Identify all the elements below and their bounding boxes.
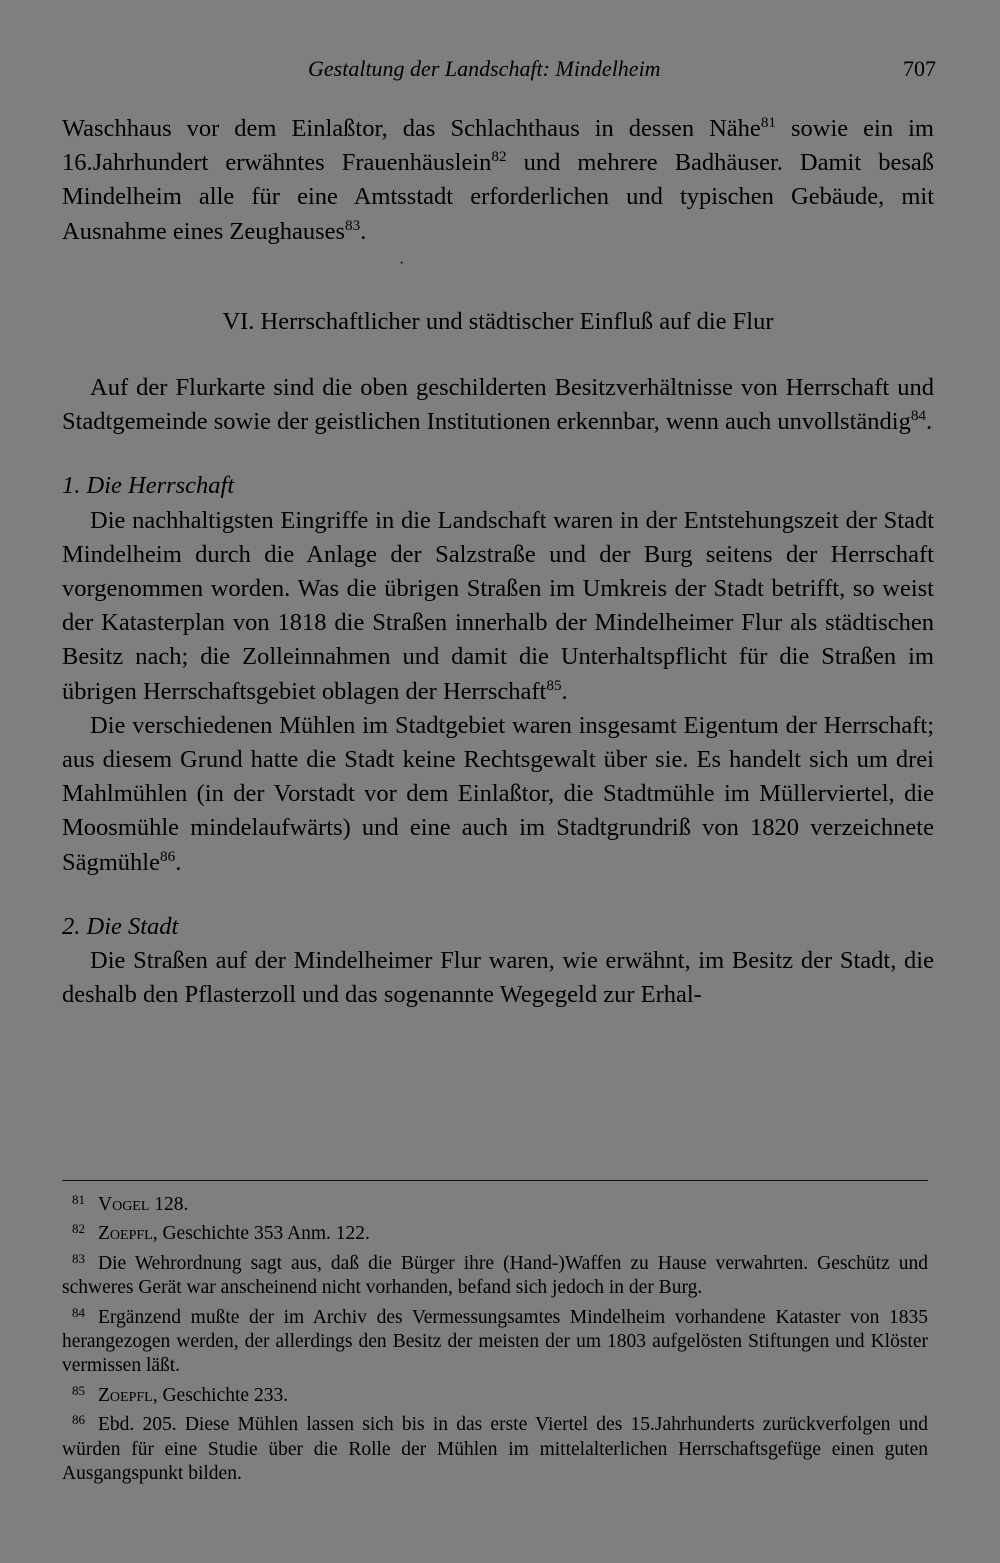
subheading-herrschaft: 1. Die Herrschaft <box>62 472 235 500</box>
footnote-text: Ebd. 205. Diese Mühlen lassen sich bis in das erste Viertel des 15.Jahrhunderts zurückverfolgen und würden für eine Studie über die Rolle der Mühlen im mittelalterlichen Herrschaftsgefüge einen guten Ausgangspunkt bilden. <box>62 1414 928 1485</box>
footnote-text: 128. <box>149 1194 189 1215</box>
footnote-83 <box>62 1247 928 1301</box>
footnote-ref-81: 81 <box>760 113 776 131</box>
footnote-ref-82: 82 <box>491 148 507 166</box>
text-run: Die nachhaltigsten Eingriffe in die Landschaft waren in der Entstehungszeit der Stadt Mindelheim durch die Anlage der Salzstraße und der Burg seitens der Herrschaft vorgenommen worden. Was die übrigen Straßen im Umkreis der Stadt betrifft, so weist der Katasterplan von 1818 die Straßen innerhalb der Mindelheimer Flur als städtischen Besitz nach; die Zolleinnahmen und damit die Unterhaltspflicht für die Straßen im übrigen Herrschaftsgebiet oblagen der Herrschaft <box>62 506 934 705</box>
footnote-86 <box>62 1408 928 1486</box>
paragraph: Die Straßen auf der Mindelheimer Flur waren, wie erwähnt, im Besitz der Stadt, die deshalb den Pflasterzoll und das sogenannte Wegegeld zur Erhal- <box>62 947 934 1009</box>
footnote-ref-86: 86 <box>160 847 176 865</box>
text-run: . <box>360 217 367 245</box>
footnotes <box>62 1188 928 1486</box>
footnote-number: 82 <box>72 1221 85 1237</box>
text-run: Die verschiedenen Mühlen im Stadtgebiet waren insgesamt Eigentum der Herrschaft; aus diesem Grund hatte die Stadt keine Rechtsgewalt über sie. Es handelt sich um drei Mahlmühlen (in der Vorstadt vor dem Einlaßtor, die Stadtmühle im Müllerviertel, die Moosmühle mindelaufwärts) und eine auch im Stadtgrundriß von 1820 verzeichnete Sägmühle <box>62 711 934 876</box>
footnote-author: Zoepfl <box>98 1384 153 1406</box>
footnote-author: Vogel <box>98 1194 150 1215</box>
paragraph <box>62 709 934 880</box>
paragraph <box>62 371 934 439</box>
footnote-text: , Geschichte 233. <box>152 1384 289 1406</box>
footnote-text: Ergänzend mußte der im Archiv des Vermessungsamtes Mindelheim vorhandene Kataster von 1835 herangezogen werden, der allerdings den Besitz der meisten der um 1803 aufgelösten Stiftungen und Klöster vermissen läßt. <box>62 1306 928 1377</box>
text-run: sowie ein im 16.Jahrhundert erwähntes Frauenhäuslein <box>62 115 934 177</box>
text-run: . <box>561 677 568 705</box>
footnote-ref-85: 85 <box>546 676 562 694</box>
footnote-82 <box>62 1217 928 1246</box>
running-title: Gestaltung der Landschaft: Mindelheim <box>308 56 661 81</box>
footnote-text: , Geschichte 353 Anm. 122. <box>152 1223 370 1245</box>
subheading-stadt: 2. Die Stadt <box>62 912 179 940</box>
footnote-number: 86 <box>72 1412 85 1428</box>
footnote-84 <box>62 1301 928 1379</box>
footnote-number: 85 <box>72 1382 85 1398</box>
footnote-85 <box>62 1379 928 1408</box>
text-run: Waschhaus vor dem Einlaßtor, das Schlachthaus in dessen Nähe <box>62 115 761 142</box>
paragraph-continued <box>62 112 934 249</box>
page-number: 707 <box>903 56 936 81</box>
footnote-81 <box>62 1188 928 1217</box>
footnote-rule <box>62 1180 928 1181</box>
footnote-number: 84 <box>72 1304 85 1320</box>
footnote-text: Die Wehrordnung sagt aus, daß die Bürger ihre (Hand-)Waffen zu Hause verwahrten. Geschütz und schweres Gerät war anscheinend nicht vorhanden, befand sich jedoch in der Burg. <box>62 1252 928 1299</box>
footnote-ref-83: 83 <box>345 216 361 234</box>
footnote-author: Zoepfl <box>98 1223 153 1245</box>
text-run: . <box>175 848 182 876</box>
text-run: Auf der Flurkarte sind die oben geschilderten Besitzverhältnisse von Herrschaft und Stadtgemeinde sowie der geistlichen Institutionen erkennbar, wenn auch unvollständig <box>62 374 934 436</box>
text-run: und mehrere Badhäuser. Damit besaß Mindelheim alle für eine Amtsstadt erforderlichen und typischen Gebäude, mit Ausnahme eines Zeughauses <box>62 149 934 245</box>
footnote-number: 81 <box>72 1192 85 1207</box>
footnote-number: 83 <box>72 1250 85 1266</box>
spacer <box>62 439 934 469</box>
footnote-ref-84: 84 <box>910 407 927 425</box>
paragraph <box>62 504 934 709</box>
section-heading: VI. Herrschaftlicher und städtischer Einfluß auf die Flur <box>222 307 774 335</box>
stray-dot: · <box>399 254 405 272</box>
spacer <box>62 880 934 910</box>
main-text <box>62 112 934 1012</box>
running-head <box>62 56 936 90</box>
text-run: . <box>926 408 933 436</box>
